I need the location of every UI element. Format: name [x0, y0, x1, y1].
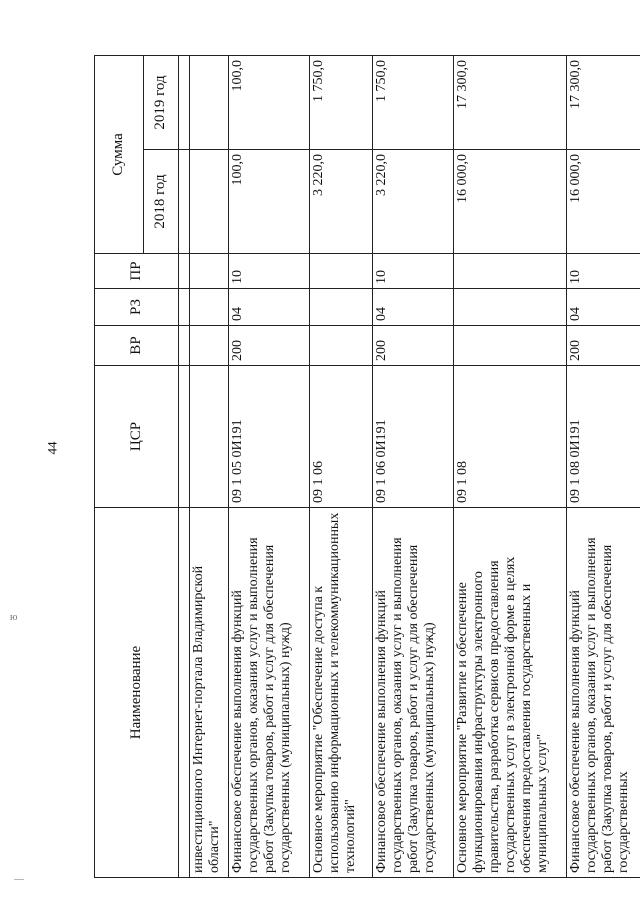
cell-vr: 200 — [373, 326, 454, 366]
header-pr: ПР — [95, 254, 179, 289]
scan-edge-mark: — — [14, 874, 24, 885]
cell-rz: 04 — [567, 289, 640, 326]
cell-rz: 04 — [373, 289, 454, 326]
cell-sum-2019: 17 300,0 — [567, 55, 640, 149]
cell-name: Основное мероприятие "Обеспечение доступа к использованию информационных и телекоммуникационных технологий" — [310, 508, 373, 878]
cell-rz: 04 — [229, 289, 310, 326]
cell-csr: 09 1 06 — [310, 366, 373, 508]
cell-name: инвестиционного Интернет-портала Владимирской области" — [190, 508, 229, 878]
cell-name: Финансовое обеспечение выполнения функций государственных органов, оказания услуг и выполнения работ (Закупка товаров, работ и услуг для обеспечения государственных (муниципальных) нужд) — [373, 508, 454, 878]
header-csr: ЦСР — [95, 366, 179, 508]
table-spacer-row — [179, 55, 190, 877]
cell-sum-2018 — [190, 150, 229, 254]
cell-csr: 09 1 08 — [454, 366, 567, 508]
cell-sum-2018: 3 220,0 — [310, 150, 373, 254]
cell-pr — [454, 254, 567, 289]
header-vr: ВР — [95, 326, 179, 366]
cell-vr: 200 — [229, 326, 310, 366]
header-sum: Сумма — [95, 55, 144, 253]
cell-csr: 09 1 05 0И191 — [229, 366, 310, 508]
cell-csr: 09 1 08 0И191 — [567, 366, 640, 508]
table-row — [310, 55, 373, 877]
cell-sum-2018: 3 220,0 — [373, 150, 454, 254]
cell-vr — [190, 326, 229, 366]
cell-sum-2018: 16 000,0 — [454, 150, 567, 254]
rotated-table-container — [94, 56, 632, 878]
header-2019: 2019 год — [144, 55, 179, 149]
cell-pr — [310, 254, 373, 289]
cell-sum-2018: 100,0 — [229, 150, 310, 254]
table-row — [190, 55, 229, 877]
table-row — [454, 55, 567, 877]
cell-rz — [310, 289, 373, 326]
cell-sum-2019: 17 300,0 — [454, 55, 567, 149]
cell-sum-2019: 1 750,0 — [373, 55, 454, 149]
cell-sum-2018: 16 000,0 — [567, 150, 640, 254]
table-row — [229, 55, 310, 877]
cell-vr — [454, 326, 567, 366]
cell-name: Финансовое обеспечение выполнения функций государственных органов, оказания услуг и выполнения работ (Закупка товаров, работ и услуг для обеспечения государственных — [567, 508, 640, 878]
cell-rz — [454, 289, 567, 326]
cell-pr — [190, 254, 229, 289]
cell-name: Финансовое обеспечение выполнения функций государственных органов, оказания услуг и выполнения работ (Закупка товаров, работ и услуг для обеспечения государственных (муниципальных) нужд) — [229, 508, 310, 878]
cell-csr — [190, 366, 229, 508]
budget-table — [94, 55, 640, 878]
table-row — [373, 55, 454, 877]
cell-pr: 10 — [373, 254, 454, 289]
scan-edge-mark: ю — [10, 612, 18, 623]
cell-rz — [190, 289, 229, 326]
table-row — [567, 55, 640, 877]
header-2018: 2018 год — [144, 150, 179, 254]
cell-sum-2019: 1 750,0 — [310, 55, 373, 149]
cell-vr: 200 — [567, 326, 640, 366]
cell-vr — [310, 326, 373, 366]
header-rz: РЗ — [95, 289, 179, 326]
cell-sum-2019 — [190, 55, 229, 149]
cell-pr: 10 — [229, 254, 310, 289]
page-number: 44 — [44, 441, 60, 455]
cell-pr: 10 — [567, 254, 640, 289]
cell-csr: 09 1 06 0И191 — [373, 366, 454, 508]
cell-sum-2019: 100,0 — [229, 55, 310, 149]
table-header-row — [95, 55, 144, 877]
header-name: Наименование — [95, 508, 179, 878]
cell-name: Основное мероприятие "Развитие и обеспечение функционирования инфраструктуры электронного правительства, разработка сервисов предоставления государственных услуг в электронной форме в целях обеспечения предоставления государственных и муниципальных услуг" — [454, 508, 567, 878]
